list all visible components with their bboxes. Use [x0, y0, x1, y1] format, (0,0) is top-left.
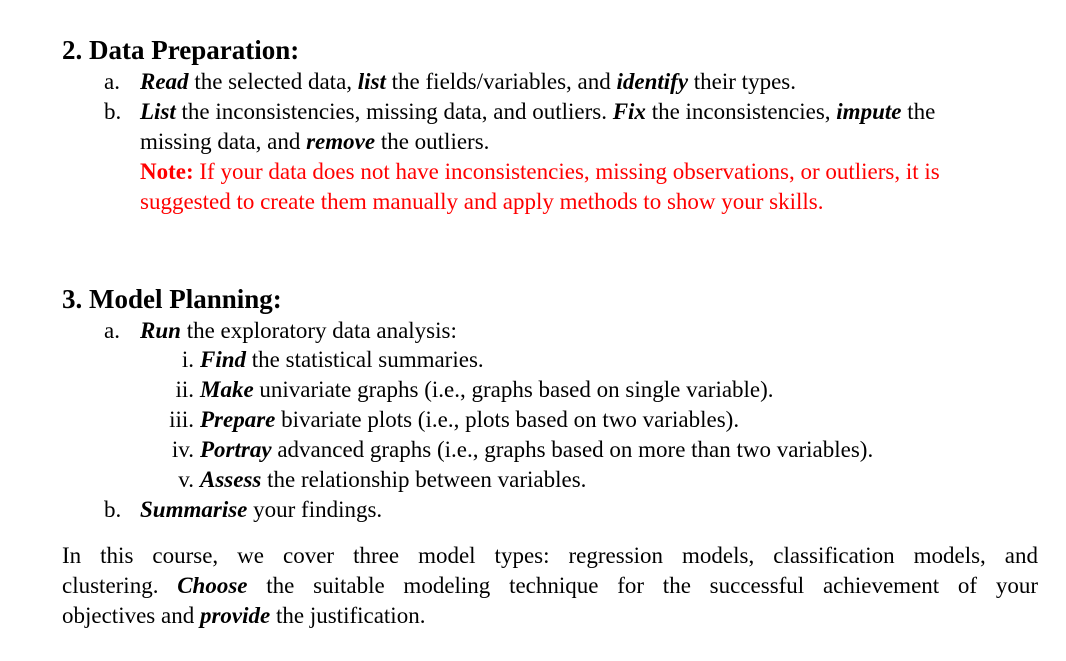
subitem-text: Make univariate graphs (i.e., graphs based on single variable).	[200, 377, 774, 402]
keyword: list	[357, 69, 386, 94]
keyword: Summarise	[140, 497, 248, 522]
keyword: Assess	[200, 467, 262, 492]
subitem-text: Assess the relationship between variables.	[200, 467, 587, 492]
item-3a-text: Run the exploratory data analysis:	[140, 318, 457, 343]
closing-line2: clustering. Choose the suitable modeling technique for the successful achievement of your	[62, 573, 1038, 598]
subitem-text: Prepare bivariate plots (i.e., plots based on two variables).	[200, 407, 740, 432]
sublist-marker: iii.	[169, 407, 194, 432]
item-3b-text: Summarise your findings.	[140, 497, 383, 522]
keyword: Find	[200, 347, 247, 372]
list-marker: a.	[104, 69, 120, 94]
sublist-marker: i.	[181, 347, 194, 372]
sublist-marker: v.	[178, 467, 194, 492]
note-line2: suggested to create them manually and apply methods to show your skills.	[140, 189, 824, 214]
subitem-text: Find the statistical summaries.	[200, 347, 484, 372]
closing-line1: In this course, we cover three model types: regression models, classification models, and	[62, 543, 1038, 568]
sublist-marker: ii.	[175, 377, 194, 402]
keyword: Fix	[612, 99, 646, 124]
keyword: Prepare	[200, 407, 276, 432]
keyword: remove	[306, 129, 376, 154]
keyword: Make	[200, 377, 254, 402]
section-2-heading: 2. Data Preparation:	[62, 35, 300, 65]
closing-line3: objectives and provide the justification.	[62, 603, 426, 628]
sublist-marker: iv.	[171, 437, 194, 462]
keyword: Run	[140, 318, 181, 343]
list-marker: b.	[104, 99, 122, 124]
keyword: Portray	[200, 437, 272, 462]
keyword: List	[140, 99, 176, 124]
keyword: Choose	[177, 573, 248, 598]
item-2b-text-line1: List the inconsistencies, missing data, and outliers. Fix the inconsistencies, impute the	[140, 99, 936, 124]
list-marker: b.	[104, 497, 122, 522]
subitem-text: Portray advanced graphs (i.e., graphs based on more than two variables).	[200, 437, 874, 462]
item-2b-text-line2: missing data, and remove the outliers.	[140, 129, 490, 154]
item-2a-text: Read the selected data, list the fields/variables, and identify their types.	[140, 69, 796, 94]
keyword: Read	[140, 69, 189, 94]
keyword: provide	[199, 603, 271, 628]
list-marker: a.	[104, 318, 120, 343]
note-label: Note:	[140, 159, 194, 184]
keyword: impute	[836, 99, 902, 124]
section-3-heading: 3. Model Planning:	[62, 284, 282, 314]
keyword: identify	[616, 69, 689, 94]
note-line1: Note: If your data does not have inconsistencies, missing observations, or outliers, it is	[140, 159, 940, 184]
closing-paragraph	[62, 541, 1038, 631]
